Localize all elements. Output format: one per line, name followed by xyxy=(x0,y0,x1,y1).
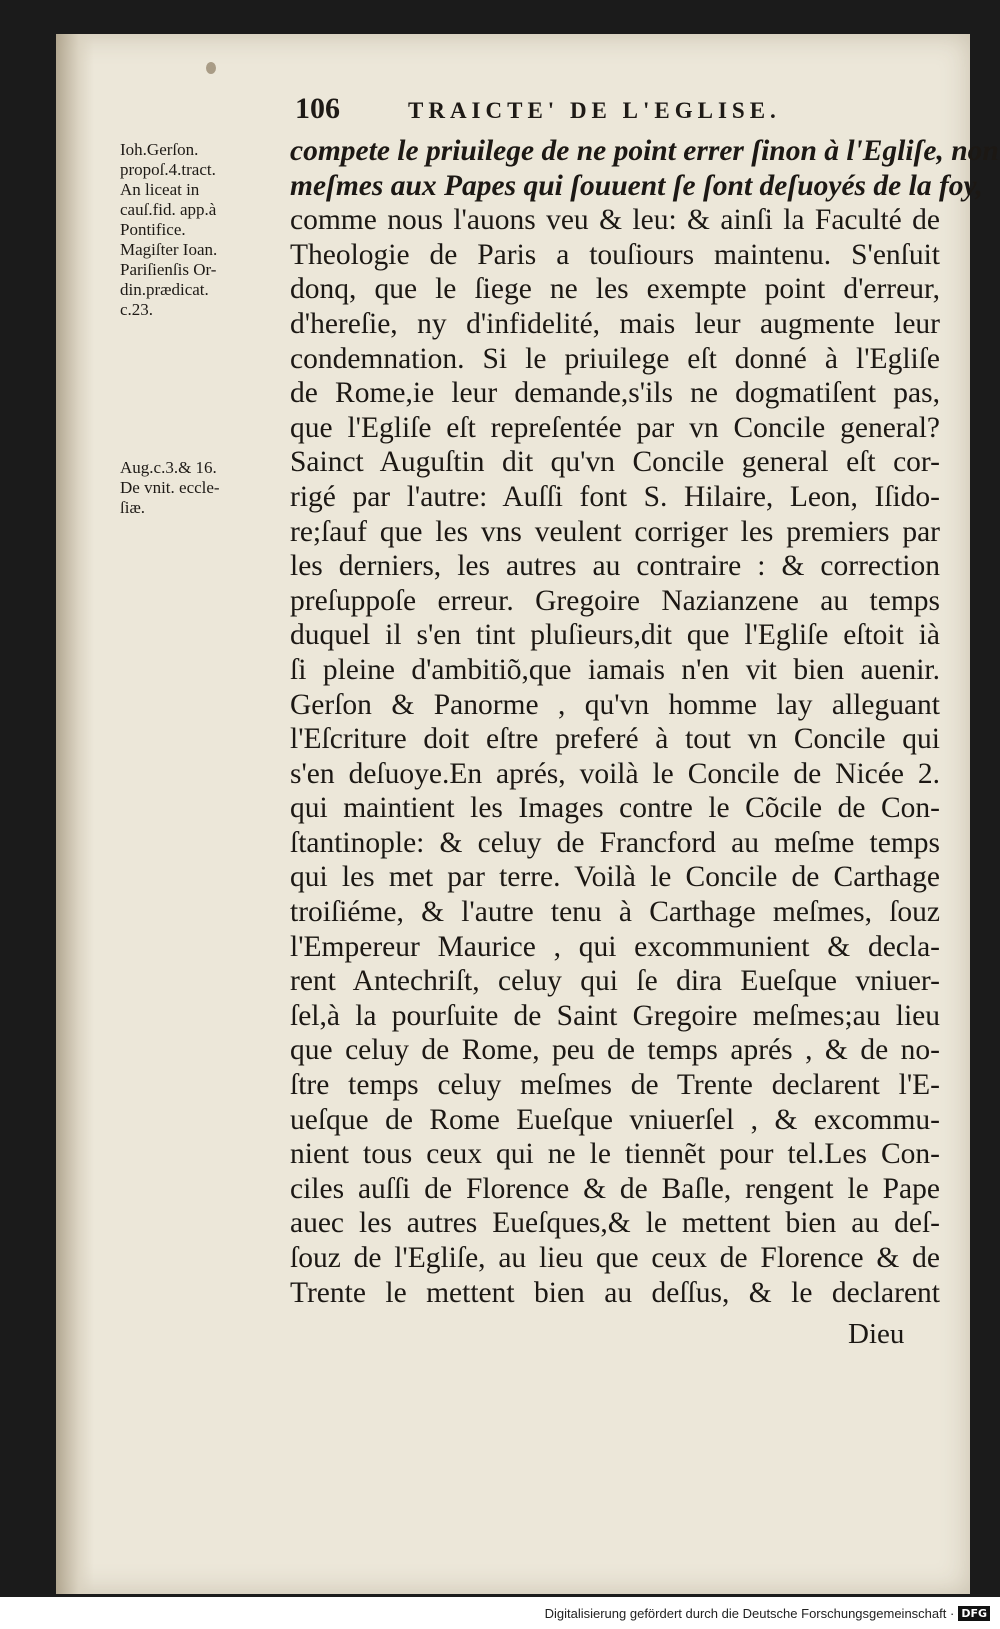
text-line: d'hereſie, ny d'infidelité, mais leur augmente leur xyxy=(290,307,940,340)
margin-note-line: din.prædicat. xyxy=(120,280,209,299)
text-line: que celuy de Rome, peu de temps aprés , & de no- xyxy=(290,1034,940,1067)
text-line: donq, que le ſiege ne les exempte point d'erreur, xyxy=(290,273,940,306)
text-line: Theologie de Paris a touſiours maintenu. S'enſuit xyxy=(290,238,940,271)
page-gutter-shadow xyxy=(56,34,94,1594)
page-number: 106 xyxy=(295,92,340,125)
running-title: TRAICTE' DE L'EGLISE. xyxy=(408,98,781,123)
text-line: preſuppoſe erreur. Gregoire Nazianzene au temps xyxy=(290,584,940,617)
text-line: nient tous ceux qui ne le tiennẽt pour tel.Les Con- xyxy=(290,1138,940,1171)
dfg-logo: DFG xyxy=(958,1606,990,1621)
margin-note-line: Pariſienſis Or- xyxy=(120,260,217,279)
digitization-footer xyxy=(0,1597,1000,1629)
text-line: ſtantinople: & celuy de Francford au meſme temps xyxy=(290,826,940,859)
paper-stain xyxy=(206,62,216,74)
text-line: ſi pleine d'ambitiõ,que iamais n'en vit bien auenir. xyxy=(290,653,940,686)
text-line: ſouz de l'Egliſe, au lieu que ceux de Florence & de xyxy=(290,1242,940,1274)
catchword: Dieu xyxy=(848,1318,905,1350)
text-line: Trente le mettent bien au deſſus, & le declarent xyxy=(290,1276,940,1309)
margin-note-line: Pontifice. xyxy=(120,220,186,239)
text-line: l'Eſcriture doit eſtre preferé à tout vn Concile qui xyxy=(290,723,940,756)
text-line: troiſiéme, & l'autre tenu à Carthage meſmes, ſouz xyxy=(290,896,940,929)
text-line: les derniers, les autres au contraire : & correction xyxy=(290,550,940,583)
text-line: qui maintient les Images contre le Cõcile de Con- xyxy=(290,792,940,825)
text-line: meſmes aux Papes qui ſouuent ſe ſont deſuoyés de la foy, xyxy=(290,169,983,202)
text-line: rigé par l'autre: Auſſi font S. Hilaire, Leon, Iſido- xyxy=(290,480,940,513)
margin-note-line: ſiæ. xyxy=(120,498,146,517)
text-line: re;ſauf que les vns veulent corriger les premiers par xyxy=(290,515,940,548)
text-line: comme nous l'auons veu & leu: & ainſi la Faculté de xyxy=(290,204,940,237)
text-line: compete le priuilege de ne point errer ſinon à l'Egliſe, non xyxy=(290,135,999,167)
text-line: condemnation. Si le priuilege eſt donné à l'Egliſe xyxy=(290,342,940,375)
text-line: s'en deſuoye.En aprés, voilà le Concile de Nicée 2. xyxy=(290,757,940,790)
text-line: de Rome,ie leur demande,s'ils ne dogmatiſent pas, xyxy=(290,377,940,410)
margin-note-gerson xyxy=(120,140,285,320)
running-head xyxy=(295,92,935,128)
text-line: ciles auſſi de Florence & de Baſle, rengent le Pape xyxy=(290,1172,940,1205)
margin-note-line: Ioh.Gerſon. xyxy=(120,140,199,159)
margin-note-line: Magiſter Ioan. xyxy=(120,240,218,259)
margin-note-line: Aug.c.3.& 16. xyxy=(120,458,217,477)
margin-note-augustin xyxy=(120,458,285,518)
text-line: auec les autres Eueſques,& le mettent bien au deſ- xyxy=(290,1207,940,1240)
text-line: ſtre temps celuy meſmes de Trente declarent l'E- xyxy=(290,1069,940,1102)
text-line: l'Empereur Maurice , qui excommunient & decla- xyxy=(290,930,940,963)
body-text xyxy=(290,134,999,1310)
margin-note-line: propoſ.4.tract. xyxy=(120,160,216,179)
footer-text: Digitalisierung gefördert durch die Deutsche Forschungsgemeinschaft · xyxy=(544,1605,955,1621)
margin-note-line: c.23. xyxy=(120,300,154,319)
margin-note-line: cauſ.fid. app.à xyxy=(120,200,217,219)
margin-note-line: An liceat in xyxy=(120,180,200,199)
text-line: qui les met par terre. Voilà le Concile de Carthage xyxy=(290,861,940,894)
text-line: ſel,à la pourſuite de Saint Gregoire meſmes;au lieu xyxy=(290,999,940,1032)
text-line: que l'Egliſe eſt repreſentée par vn Concile general? xyxy=(290,411,940,444)
text-line: ueſque de Rome Eueſque vniuerſel , & excommu- xyxy=(290,1103,940,1136)
text-line: Gerſon & Panorme , qu'vn homme lay alleguant xyxy=(290,688,940,721)
text-line: Sainct Auguſtin dit qu'vn Concile general eſt cor- xyxy=(290,446,940,479)
margin-note-line: De vnit. eccle- xyxy=(120,478,220,497)
text-line: duquel il s'en tint pluſieurs,dit que l'Egliſe eſtoit ià xyxy=(290,619,940,652)
text-line: rent Antechriſt, celuy qui ſe dira Eueſque vniuer- xyxy=(290,965,940,998)
